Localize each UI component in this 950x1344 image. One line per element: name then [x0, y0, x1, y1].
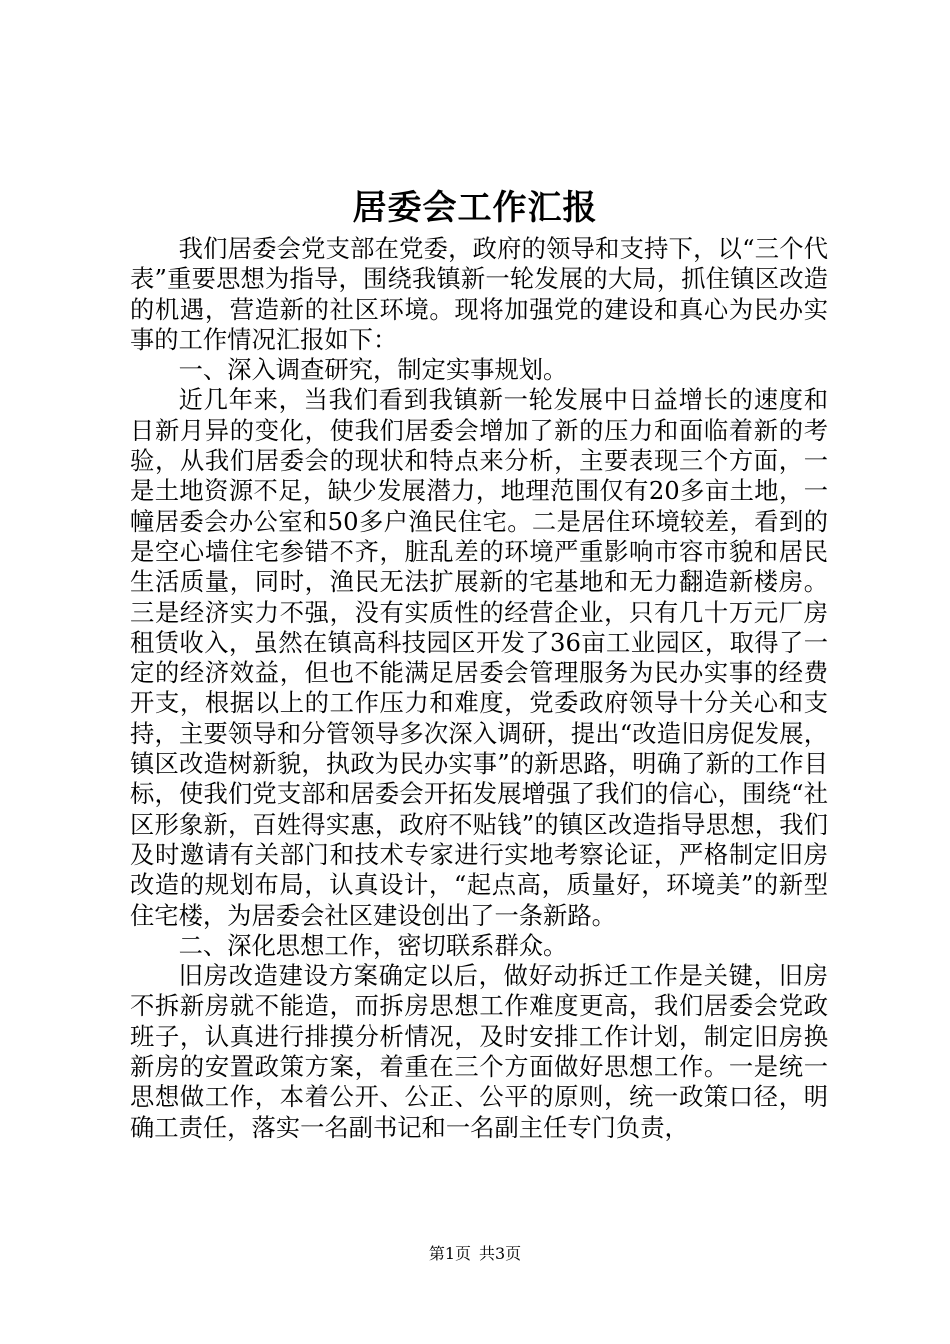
- document-title: 居委会工作汇报: [352, 188, 598, 228]
- paragraph-intro: 我们居委会党支部在党委，政府的领导和支持下，以“三个代表”重要思想为指导，围绕我镇新一轮发展的大局，抓住镇区改造的机遇，营造新的社区环境。现将加强党的建设和真心为民办实事的工作情况汇报如下：: [130, 234, 828, 354]
- paragraph-section-1: 近几年来，当我们看到我镇新一轮发展中日益增长的速度和日新月异的变化，使我们居委会增加了新的压力和面临着新的考验，从我们居委会的现状和特点来分析，主要表现三个方面，一是土地资源不足，缺少发展潜力，地理范围仅有20多亩土地，一幢居委会办公室和50多户渔民住宅。二是居住环境较差，看到的是空心墙住宅参错不齐，脏乱差的环境严重影响市容市貌和居民生活质量，同时，渔民无法扩展新的宅基地和无力翻造新楼房。三是经济实力不强，没有实质性的经营企业，只有几十万元厂房租赁收入，虽然在镇高科技园区开发了36亩工业园区，取得了一定的经济效益，但也不能满足居委会管理服务为民办实事的经费开支，根据以上的工作压力和难度，党委政府领导十分关心和支持，主要领导和分管领导多次深入调研，提出“改造旧房促发展，镇区改造树新貌，执政为民办实事”的新思路，明确了新的工作目标，使我们党支部和居委会开拓发展增强了我们的信心，围绕“社区形象新，百姓得实惠，政府不贴钱”的镇区改造指导思想，我们及时邀请有关部门和技术专家进行实地考察论证，严格制定旧房改造的规划布局，认真设计，“起点高，质量好，环境美”的新型住宅楼，为居委会社区建设创出了一条新路。: [130, 385, 828, 930]
- page-number: 第1页: [428, 1244, 471, 1263]
- section-heading-2: 二、深化思想工作，密切联系群众。: [178, 930, 568, 960]
- paragraph-section-2: 旧房改造建设方案确定以后，做好动拆迁工作是关键，旧房不拆新房就不能造，而拆房思想工作难度更高，我们居委会党政班子，认真进行排摸分析情况，及时安排工作计划，制定旧房换新房的安置政策方案，着重在三个方面做好思想工作。一是统一思想做工作，本着公开、公正、公平的原则，统一政策口径，明确工责任，落实一名副书记和一名副主任专门负责，: [130, 961, 828, 1142]
- page-total: 共3页: [479, 1244, 522, 1263]
- document-body: [130, 234, 828, 1143]
- section-heading-1: 一、深入调查研究，制定实事规划。: [178, 355, 568, 385]
- page-footer: [0, 1243, 950, 1265]
